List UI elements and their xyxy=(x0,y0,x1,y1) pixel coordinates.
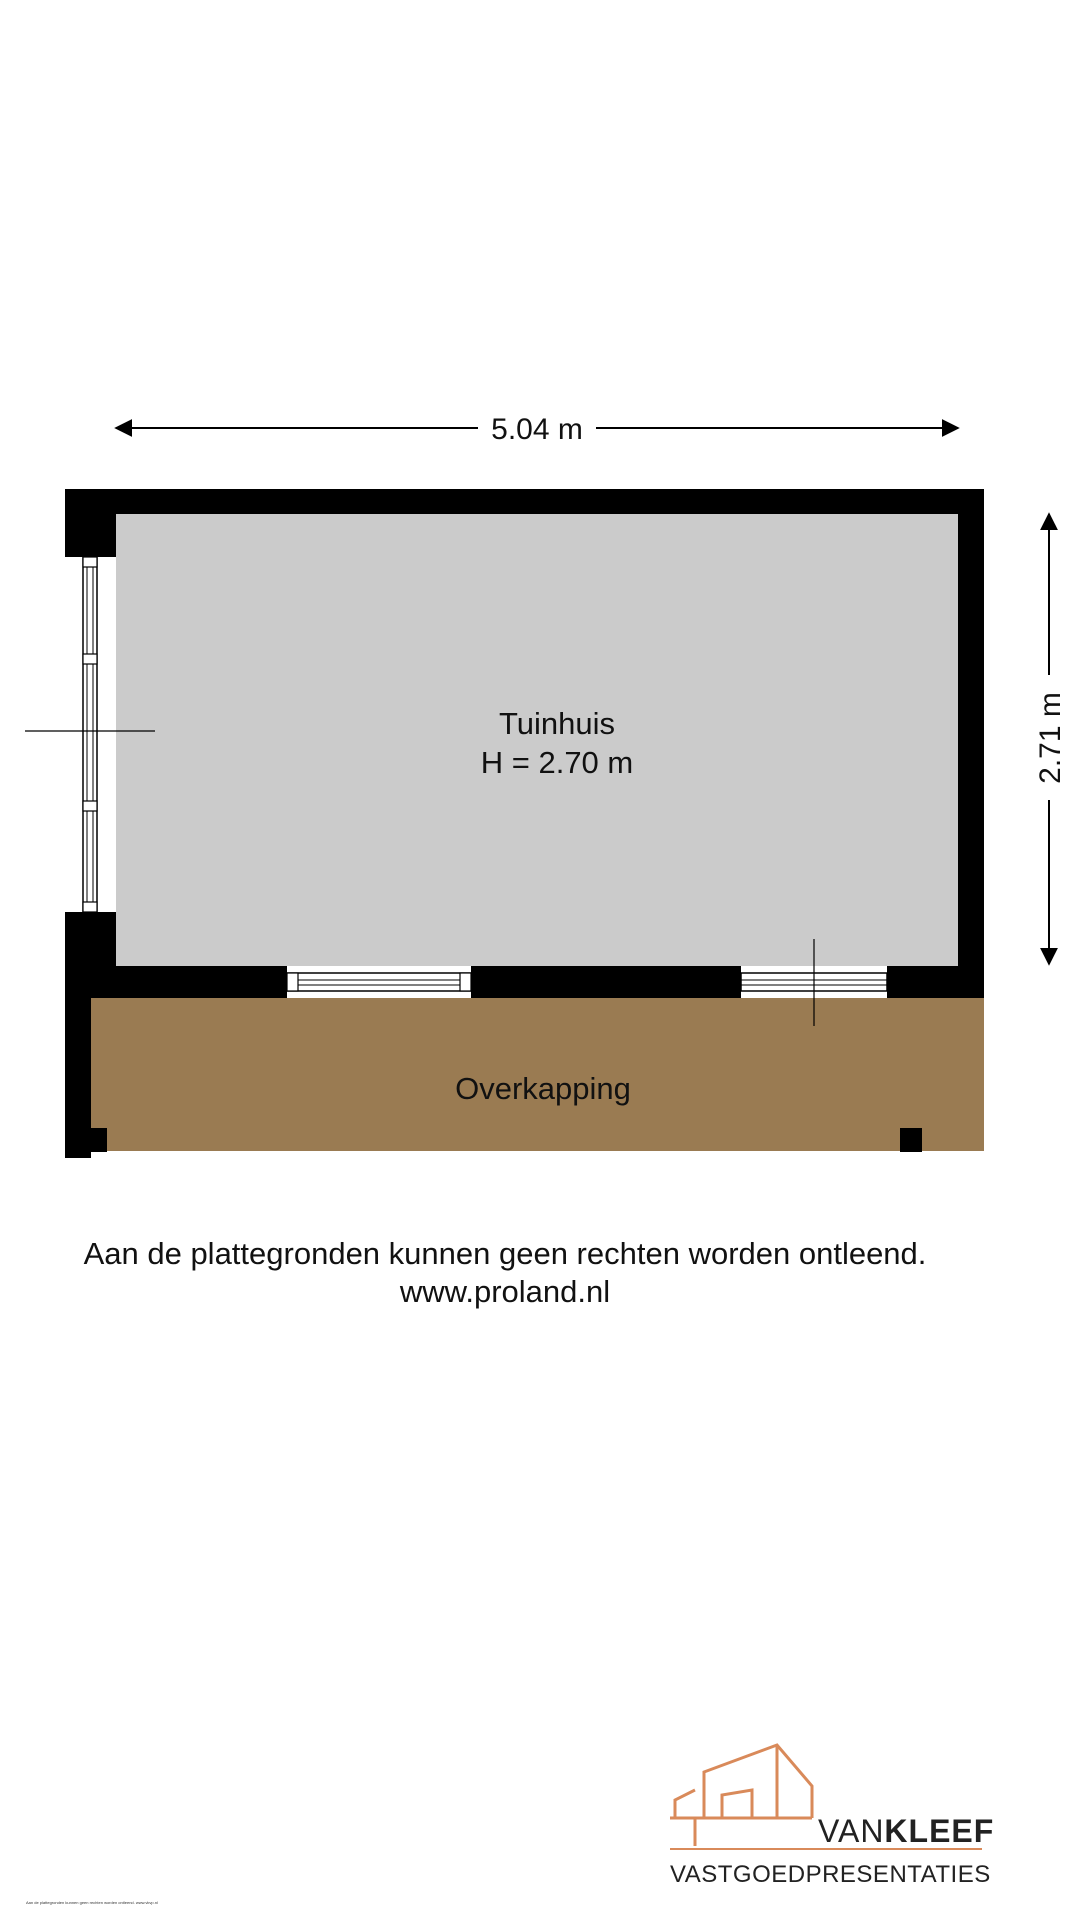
wall-bottom-segment-2 xyxy=(471,966,741,998)
fine-print-text: Aan de plattegronden kunnen geen rechten worden ontleend. www.vkvp.nl xyxy=(26,1900,158,1905)
room-label-tuinhuis: Tuinhuis xyxy=(498,706,616,741)
room-height-tuinhuis: H = 2.70 m xyxy=(480,745,634,780)
canopy-post-left xyxy=(91,1128,107,1152)
logo-van-text: VAN xyxy=(818,1813,885,1849)
vankleef-logo xyxy=(670,1745,994,1888)
depth-dimension xyxy=(1034,514,1067,964)
logo-kleef-text: KLEEF xyxy=(884,1813,995,1849)
wall-left-canopy-post xyxy=(65,998,91,1158)
wall-bottom-segment-3 xyxy=(887,966,984,998)
wall-right xyxy=(958,489,984,998)
logo-wordmark xyxy=(818,1813,994,1849)
website-text: www.proland.nl xyxy=(399,1274,611,1309)
room-label-overkapping: Overkapping xyxy=(455,1071,631,1106)
canopy-post-right xyxy=(900,1128,922,1152)
width-dimension xyxy=(116,413,958,446)
building-logo-icon xyxy=(670,1745,812,1846)
wall-bottom-segment-1 xyxy=(90,966,287,998)
depth-dimension-label: 2.71 m xyxy=(1034,692,1067,784)
bottom-window-1 xyxy=(287,973,471,991)
wall-left-top-pier xyxy=(65,489,116,557)
wall-top xyxy=(65,489,984,514)
width-dimension-label: 5.04 m xyxy=(491,413,583,446)
logo-tagline: VASTGOEDPRESENTATIES xyxy=(670,1861,991,1888)
disclaimer-text: Aan de plattegronden kunnen geen rechten worden ontleend. xyxy=(83,1236,927,1271)
